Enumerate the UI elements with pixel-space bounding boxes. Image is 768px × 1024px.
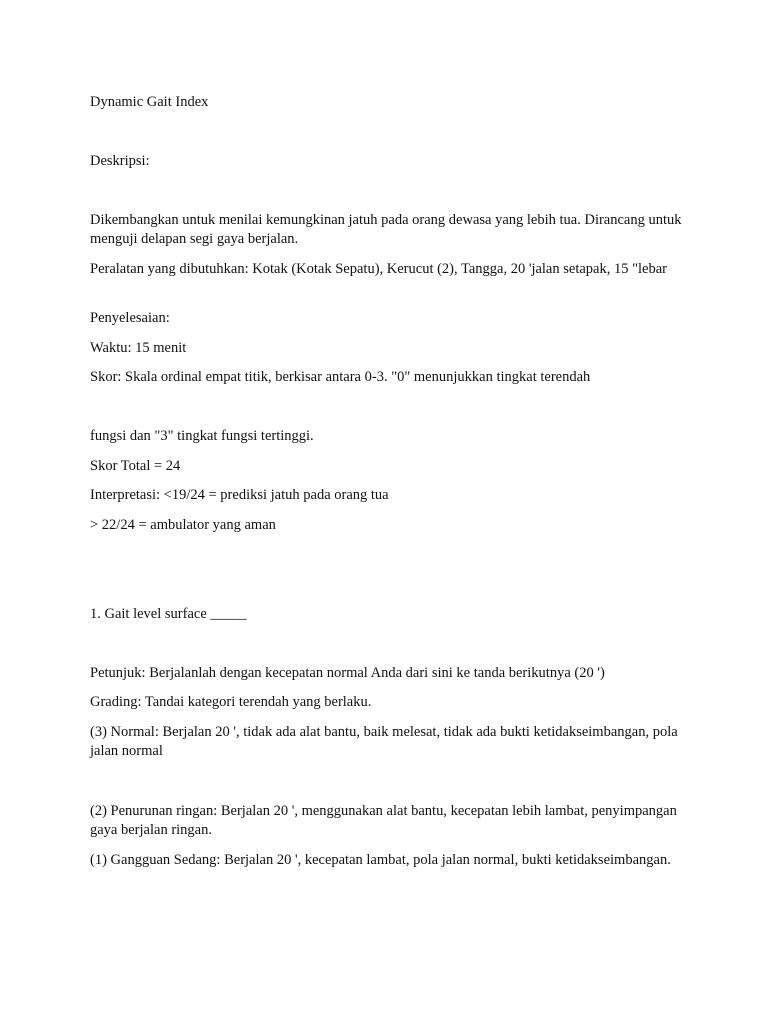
equipment-paragraph: Peralatan yang dibutuhkan: Kotak (Kotak Sepatu), Kerucut (2), Tangga, 20 'jalan setapak, 15 "lebar: [90, 261, 667, 277]
total-score-line: Skor Total = 24: [90, 458, 181, 474]
grade-1-paragraph: (1) Gangguan Sedang: Berjalan 20 ', kecepatan lambat, pola jalan normal, bukti ketidakseimbangan.: [90, 852, 671, 868]
grade-2-paragraph: (2) Penurunan ringan: Berjalan 20 ', menggunakan alat bantu, kecepatan lebih lambat, penyimpangan gaya berjalan ringan.: [90, 803, 677, 838]
grade-3-paragraph: (3) Normal: Berjalan 20 ', tidak ada alat bantu, baik melesat, tidak ada bukti ketidakseimbangan, pola jalan normal: [90, 724, 678, 759]
time-line: Waktu: 15 menit: [90, 340, 187, 356]
item-1-heading: 1. Gait level surface _____: [90, 606, 247, 622]
description-heading: Deskripsi:: [90, 153, 150, 169]
interpretation-line-2: > 22/24 = ambulator yang aman: [90, 517, 276, 533]
interpretation-line-1: Interpretasi: <19/24 = prediksi jatuh pada orang tua: [90, 487, 389, 503]
instructions-line: Petunjuk: Berjalanlah dengan kecepatan normal Anda dari sini ke tanda berikutnya (20 '): [90, 665, 605, 681]
document-title: Dynamic Gait Index: [90, 94, 209, 110]
score-line-1: Skor: Skala ordinal empat titik, berkisar antara 0-3. "0" menunjukkan tingkat terendah: [90, 369, 591, 385]
grading-line: Grading: Tandai kategori terendah yang berlaku.: [90, 694, 372, 710]
score-line-2: fungsi dan "3" tingkat fungsi tertinggi.: [90, 428, 314, 444]
completion-label: Penyelesaian:: [90, 310, 170, 326]
description-paragraph: Dikembangkan untuk menilai kemungkinan jatuh pada orang dewasa yang lebih tua. Dirancang untuk menguji delapan segi gaya berjalan.: [90, 212, 682, 247]
